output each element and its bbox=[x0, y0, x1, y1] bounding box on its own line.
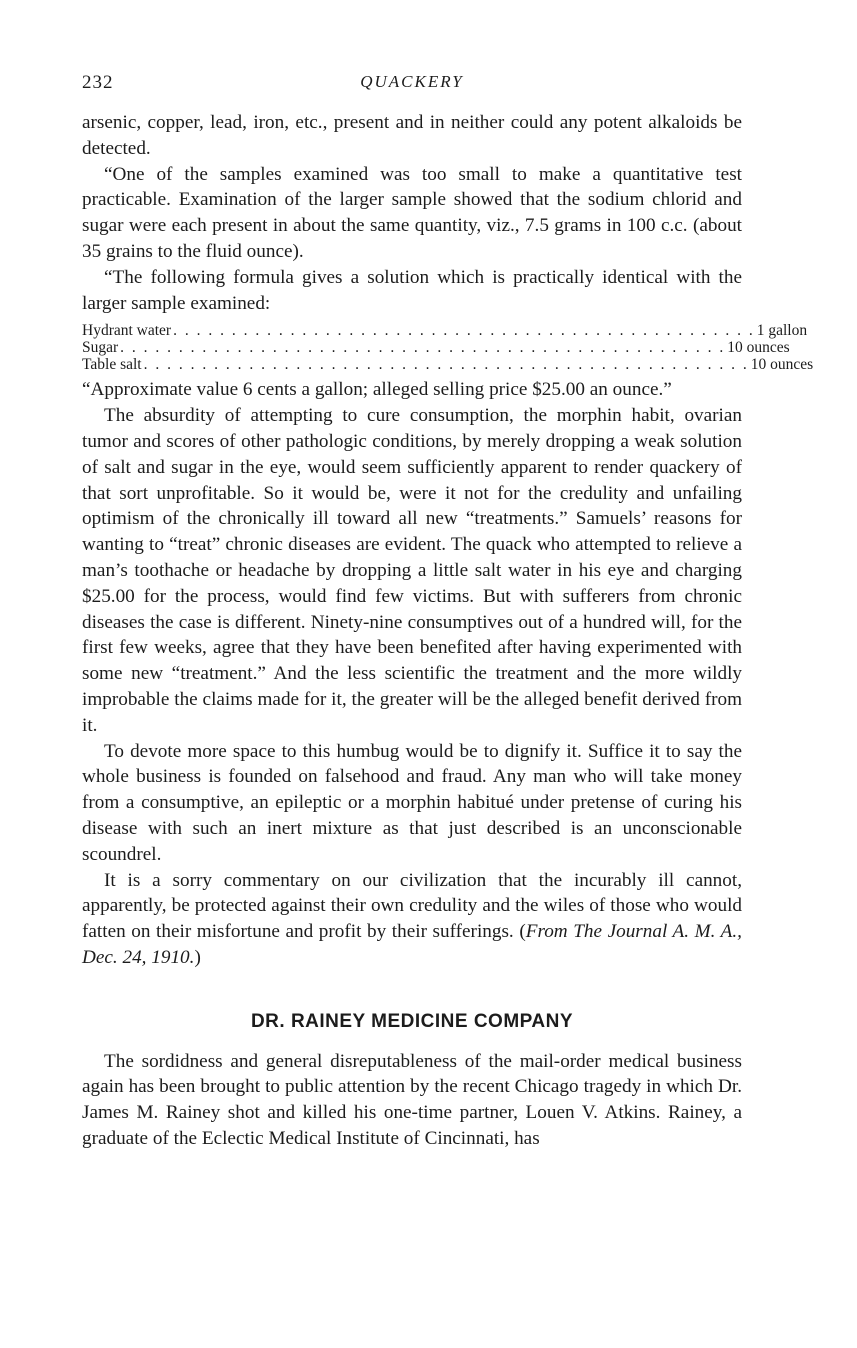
paragraph: To devote more space to this humbug would be to dignify it. Suffice it to say the whole business is founded on falsehood and fraud. Any man who will take money from a consumptive, an epileptic or a morphin habitué under pretense of curing his disease with such an inert mixture as that just described is an unconscionable scoundrel. bbox=[82, 740, 742, 865]
formula-row bbox=[82, 339, 790, 357]
running-head: QUACKERY bbox=[360, 72, 464, 91]
formula-amount: 1 gallon bbox=[756, 322, 808, 340]
leader-dots: . . . . . . . . . . . . . . . . . . . . . . . . . . . . . . . . . . . . . . . . . . . . . . . . . . . . bbox=[143, 356, 749, 374]
formula-amount: 10 ounces bbox=[750, 356, 814, 374]
paragraph: “One of the samples examined was too small to make a quantitative test practicable. Examination of the larger sample showed that the sodium chlorid and sugar were each present in about the same quantity, viz., 7.5 grams in 100 c.c. (about 35 grains to the fluid ounce). bbox=[82, 163, 742, 262]
formula-ingredient: Sugar bbox=[82, 339, 119, 357]
paragraph: “The following formula gives a solution which is practically identical with the larger sample examined: bbox=[82, 266, 742, 314]
body-text bbox=[82, 110, 814, 1152]
formula-row bbox=[82, 322, 808, 340]
paragraph: arsenic, copper, lead, iron, etc., present and in neither could any potent alkaloids be detected. bbox=[82, 112, 742, 159]
formula-ingredient: Table salt bbox=[82, 356, 142, 374]
formula-ingredient: Hydrant water bbox=[82, 322, 172, 340]
formula-row bbox=[82, 356, 814, 374]
paragraph: The absurdity of attempting to cure consumption, the morphin habit, ovarian tumor and scores of other pathologic conditions, by merely dropping a weak solution of salt and sugar in the eye, would seem sufficiently apparent to render quackery of that sort unprofitable. So it would be, were it not for the credulity and unfailing optimism of the chronically ill toward all new “treatments.” Samuels’ reasons for wanting to “treat” chronic diseases are evident. The quack who attempted to relieve a man’s toothache or headache by dropping a little salt water in his eye and charging $25.00 for the process, would find few victims. But with sufferers from chronic diseases the case is different. Ninety-nine consumptives out of a hundred will, for the first few weeks, agree that they have been benefited after having experimented with some new “treatment.” And the less scientific the treatment and the more wildly improbable the claims made for it, the greater will be the alleged benefit derived from it. bbox=[82, 405, 742, 736]
citation: From The Journal A. M. A., Dec. 24, 1910. bbox=[82, 921, 742, 968]
section-heading: DR. RAINEY MEDICINE COMPANY bbox=[250, 1010, 574, 1032]
paragraph-text: It is a sorry commentary on our civilization that the incurably ill cannot, apparently, be protected against their own credulity and the wiles of those who would fatten on their misfortune and profit by their sufferings. ( bbox=[82, 869, 742, 943]
page-header bbox=[82, 72, 742, 102]
page-number: 232 bbox=[82, 72, 114, 93]
formula-table bbox=[82, 322, 814, 374]
leader-dots: . . . . . . . . . . . . . . . . . . . . . . . . . . . . . . . . . . . . . . . . . . . . . . . . . . bbox=[173, 322, 755, 340]
paragraph: “Approximate value 6 cents a gallon; alleged selling price $25.00 an ounce.” bbox=[82, 379, 672, 401]
citation-close: ) bbox=[194, 946, 201, 968]
leader-dots: . . . . . . . . . . . . . . . . . . . . . . . . . . . . . . . . . . . . . . . . . . . . . . . . . . . . bbox=[120, 339, 726, 357]
formula-amount: 10 ounces bbox=[727, 339, 790, 357]
paragraph: The sordidness and general disreputableness of the mail-order medical business again has been brought to public attention by the recent Chicago tragedy in which Dr. James M. Rainey shot and killed his one-time partner, Louen V. Atkins. Rainey, a graduate of the Eclectic Medical Institute of Cincinnati, has bbox=[82, 1050, 742, 1149]
paragraph bbox=[82, 868, 742, 971]
